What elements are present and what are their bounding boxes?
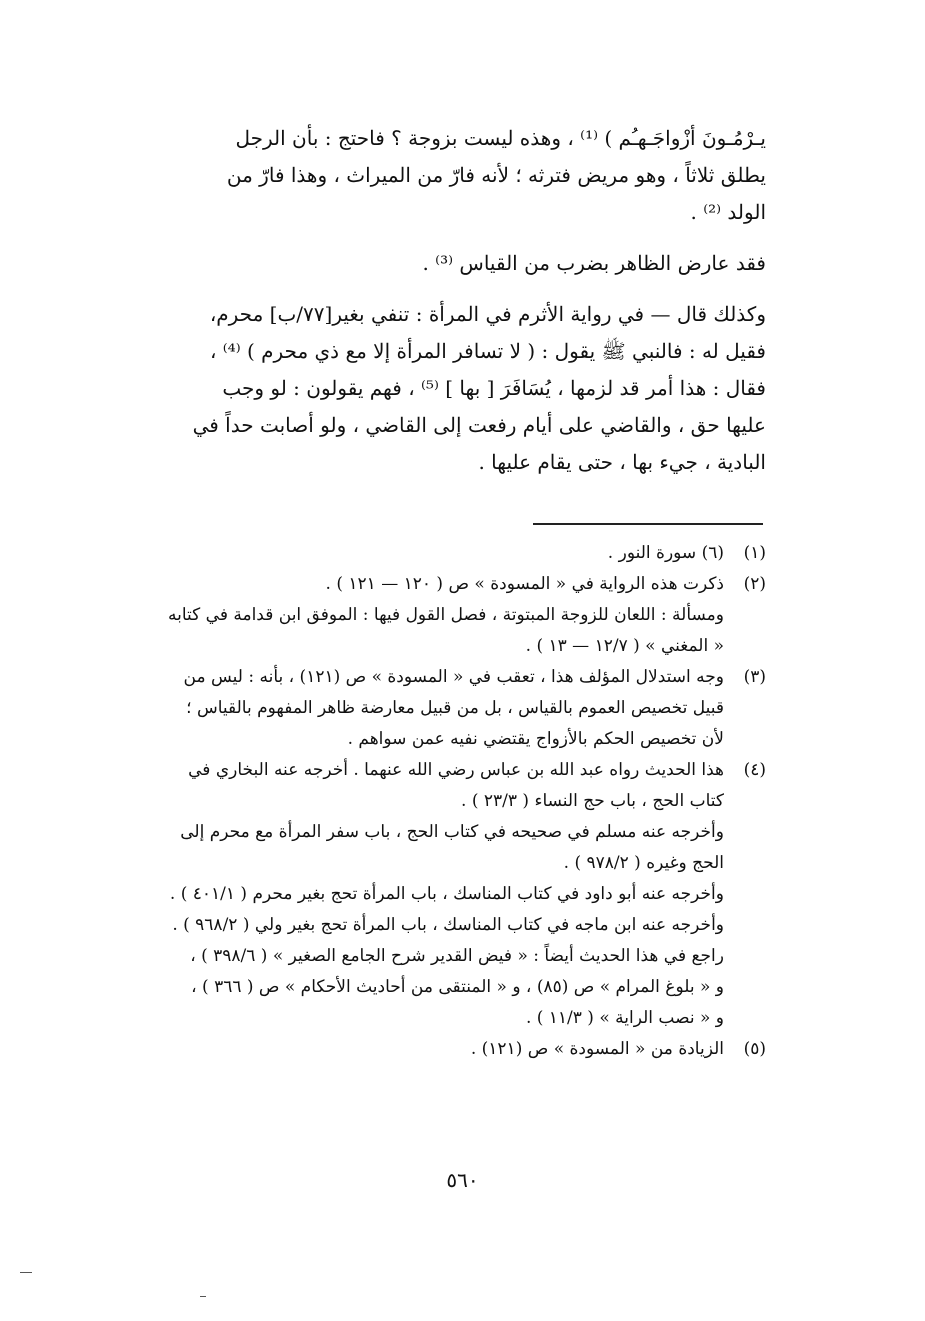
footnote-line: ذكرت هذه الرواية في « المسودة » ص ( ١٢٠ — ١٢١ ) . bbox=[325, 574, 724, 594]
footnote-line: راجع في هذا الحديث أيضاً : « فيض القدير شرح الجامع الصغير » ( ٣٩٨/٦ ) ، bbox=[190, 946, 724, 966]
footnote-line: قبيل تخصيص العموم بالقياس ، بل من قبيل معارضة ظاهر المفهوم بالقياس ؛ bbox=[186, 698, 724, 718]
footnote-number: (٤) bbox=[743, 760, 766, 780]
footnote-line: وأخرجه عنه أبو داود في كتاب المناسك ، باب المرأة تحج بغير محرم ( ٤٠١/١ ) . bbox=[169, 884, 724, 904]
footnote-line: الزيادة من « المسودة » ص (١٢١) . bbox=[470, 1039, 724, 1059]
page-number: ٥٦٠ bbox=[446, 1168, 479, 1192]
footnote-number: (٥) bbox=[743, 1039, 766, 1059]
main-text bbox=[124, 120, 766, 481]
footnote-2 bbox=[124, 569, 766, 662]
main-text-line: فقد عارض الظاهر بضرب من القياس ⁽³⁾ . bbox=[422, 251, 766, 275]
footnote-line: وأخرجه عنه ابن ماجه في كتاب المناسك ، باب المرأة تحج بغير ولي ( ٩٦٨/٢ ) . bbox=[172, 915, 724, 935]
main-text-line: البادية ، جيء بها ، حتى يقام عليها . bbox=[478, 450, 766, 474]
footnote-body bbox=[124, 662, 724, 755]
main-text-line: فقيل له : فالنبي ﷺ يقول : ( لا تسافر المرأة إلا مع ذي محرم ) ⁽⁴⁾ ، bbox=[209, 339, 766, 363]
footnote-line: وجه استدلال المؤلف هذا ، تعقب في « المسودة » ص (١٢١) ، بأنه : ليس من bbox=[183, 667, 724, 687]
footnote-line: الحج وغيره ( ٩٧٨/٢ ) . bbox=[563, 853, 724, 873]
scan-speck bbox=[200, 1296, 206, 1297]
main-text-line: الولد ⁽²⁾ . bbox=[690, 200, 766, 224]
footnote-5 bbox=[124, 1034, 766, 1065]
footnote-body bbox=[124, 755, 724, 1034]
footnote-line: و « نصب الراية » ( ١١/٣ ) . bbox=[525, 1008, 724, 1028]
main-text-line: عليها حق ، والقاضي على أيام رفعت إلى القاضي ، ولو أصابت حداً في bbox=[192, 413, 766, 437]
footnote-4 bbox=[124, 755, 766, 1034]
footnote-1 bbox=[124, 538, 766, 569]
footnotes bbox=[124, 538, 766, 1065]
footnote-line: ومسألة : اللعان للزوجة المبتوتة ، فصل القول فيها : الموفق ابن قدامة في كتابه bbox=[168, 605, 724, 625]
footnote-number: (٢) bbox=[743, 574, 766, 594]
footnote-separator bbox=[533, 523, 763, 525]
main-text-line: وكذلك قال — في رواية الأثرم في المرأة : تنفي بغير[٧٧/ب] محرم، bbox=[209, 302, 766, 326]
main-text-line: فقال : هذا أمر قد لزمها ، يُسَافَرَ [ بها ] ⁽⁵⁾ ، فهم يقولون : لو وجب bbox=[222, 376, 766, 400]
scan-speck bbox=[20, 1272, 32, 1273]
footnote-body bbox=[124, 538, 724, 569]
footnote-line: وأخرجه عنه مسلم في صحيحه في كتاب الحج ، باب سفر المرأة مع محرم إلى bbox=[180, 822, 724, 842]
footnote-line: « المغني » ( ١٢/٧ — ١٣ ) . bbox=[525, 636, 724, 656]
footnote-line: كتاب الحج ، باب حج النساء ( ٢٣/٣ ) . bbox=[461, 791, 724, 811]
footnote-line: و « بلوغ المرام » ص (٨٥) ، و « المنتقى من أحاديث الأحكام » ص ( ٣٦٦ ) ، bbox=[191, 977, 724, 997]
footnote-body bbox=[124, 569, 724, 662]
main-text-line: يطلق ثلاثاً ، وهو مريض فترثه ؛ لأنه فارّ من الميراث ، وهذا فارّ من bbox=[226, 163, 766, 187]
footnote-line: لأن تخصيص الحكم بالأزواج يقتضي نفيه عمن سواهم . bbox=[347, 729, 724, 749]
main-text-line: يـرْمُـونَ أزْواجَـهـُم ) ⁽¹⁾ ، وهذه ليست بزوجة ؟ فاحتج : بأن الرجل bbox=[235, 126, 766, 150]
footnote-line: هذا الحديث رواه عبد الله بن عباس رضي الله عنهما . أخرجه عنه البخاري في bbox=[188, 760, 724, 780]
footnote-number: (٣) bbox=[743, 667, 766, 687]
footnote-body bbox=[124, 1034, 724, 1065]
footnote-3 bbox=[124, 662, 766, 755]
footnote-number: (١) bbox=[743, 543, 766, 563]
footnote-line: (٦) سورة النور . bbox=[607, 543, 724, 563]
